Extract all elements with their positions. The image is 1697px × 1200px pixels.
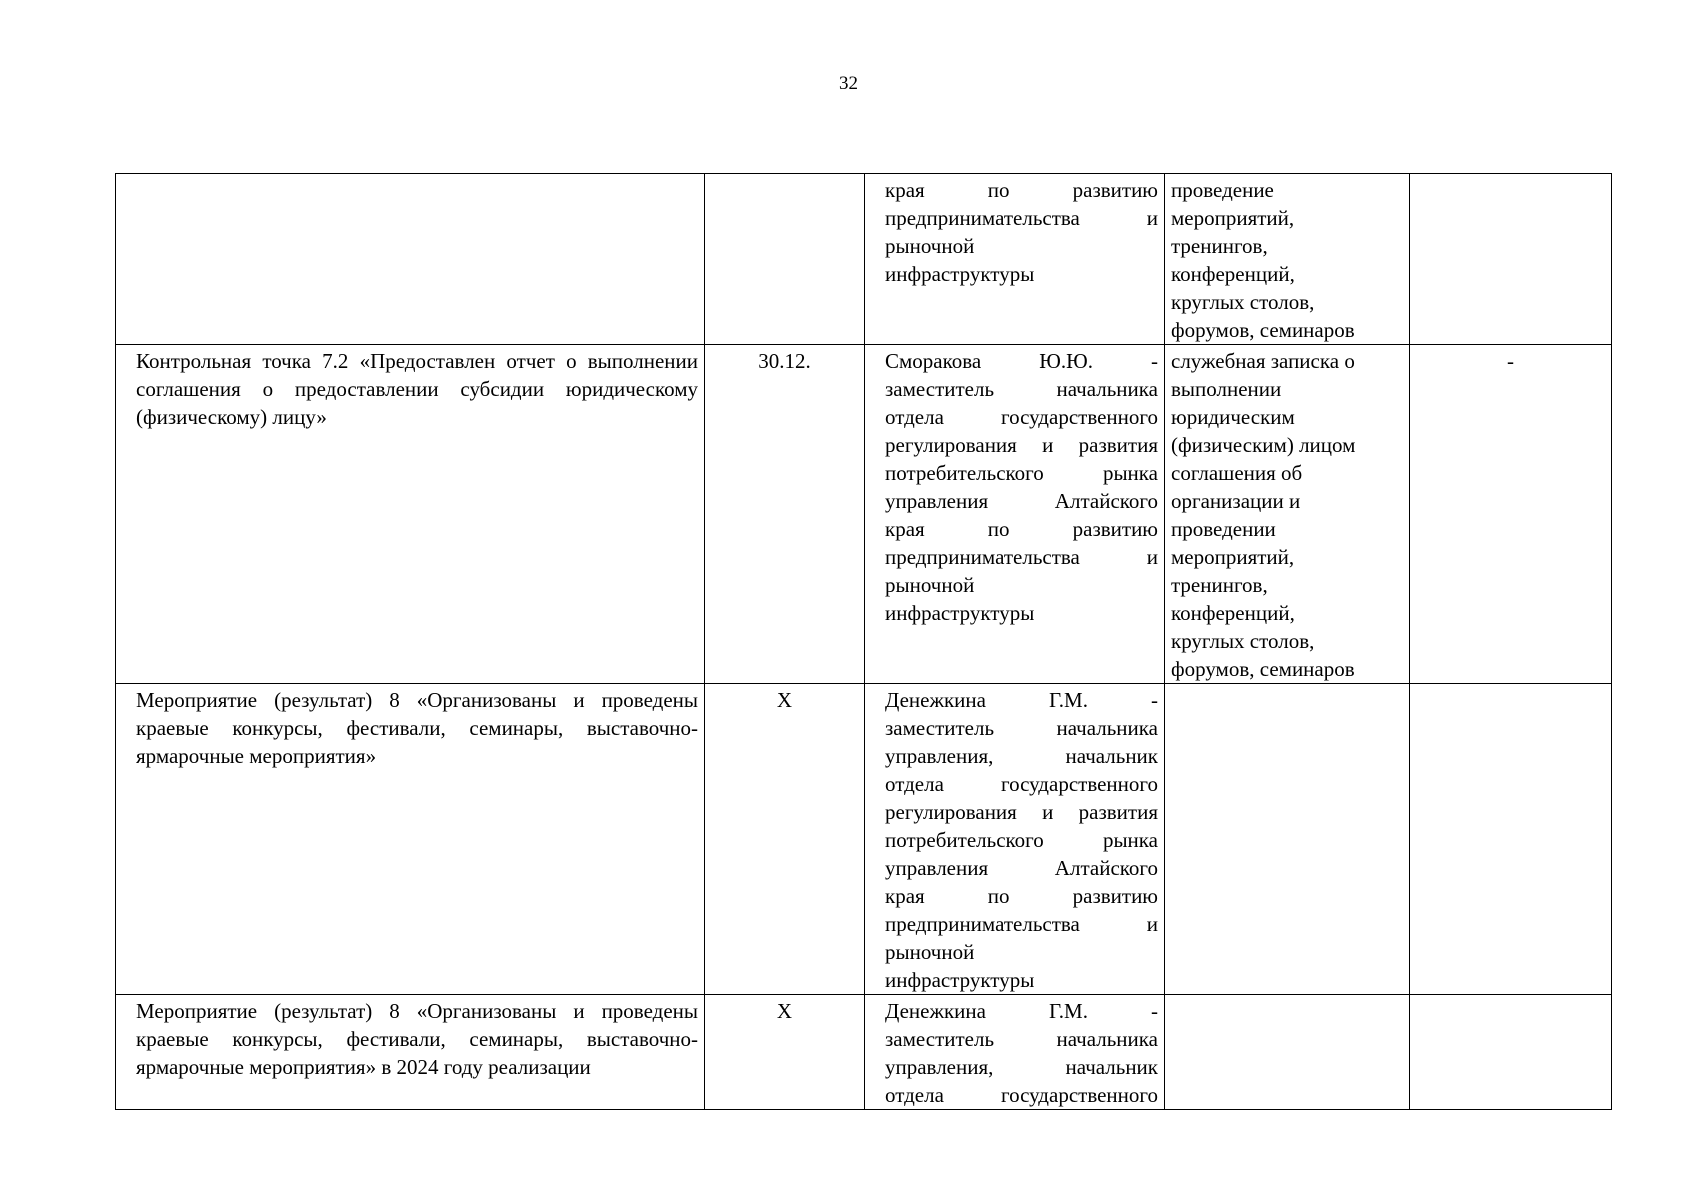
document-cell [1165,684,1410,995]
event-text: Контрольная точка 7.2 «Предоставлен отчет о выполнении соглашения о предоставлении субсидии юридическому (физическому) лицу» [136,349,698,429]
event-cell [116,174,705,345]
event-text: Мероприятие (результат) 8 «Организованы и проведены краевые конкурсы, фестивали, семинары, выставочно-ярмарочные мероприятия» в 2024 году реализации [136,999,698,1079]
event-text: Мероприятие (результат) 8 «Организованы и проведены краевые конкурсы, фестивали, семинары, выставочно-ярмарочные мероприятия» [136,688,698,768]
page-number: 32 [839,73,858,94]
responsible-text: Денежкина Г.М. - заместитель начальника управления, начальник отдела государственного [885,999,1158,1107]
plan-table [115,173,1612,1110]
event-cell [116,995,705,1110]
term-cell [705,995,865,1110]
responsible-cell [865,174,1165,345]
note-cell [1410,684,1612,995]
responsible-cell [865,684,1165,995]
term-cell [705,684,865,995]
responsible-text: края по развитию предпринимательства и [885,178,1158,230]
note-cell [1410,995,1612,1110]
table-row [116,684,1612,995]
table-row [116,174,1612,345]
responsible-text-tail: рыночной инфраструктуры [885,234,1035,286]
term-cell [705,345,865,684]
responsible-text-tail: рыночной инфраструктуры [885,573,1035,625]
note-cell [1410,345,1612,684]
term-text: 30.12. [758,349,811,373]
document-cell [1165,174,1410,345]
document-cell [1165,995,1410,1110]
document-cell [1165,345,1410,684]
responsible-text-tail: рыночной инфраструктуры [885,940,1035,992]
responsible-text: Сморакова Ю.Ю. - заместитель начальника отдела государственного регулирования и развития потребительского рынка управления Алтайского края по развитию предпринимательства и [885,349,1158,569]
note-cell [1410,174,1612,345]
term-text: X [776,999,793,1023]
responsible-cell [865,345,1165,684]
table-row [116,345,1612,684]
document-text: служебная записка о выполнении юридическим (физическим) лицом соглашения об организации и проведении мероприятий, тренингов, конференций, круглых столов, форумов, семинаров [1171,349,1356,681]
document-text: проведение мероприятий, тренингов, конференций, круглых столов, форумов, семинаров [1171,178,1355,342]
responsible-cell [865,995,1165,1110]
table-row [116,995,1612,1110]
event-cell [116,345,705,684]
responsible-text: Денежкина Г.М. - заместитель начальника управления, начальник отдела государственного регулирования и развития потребительского рынка управления Алтайского края по развитию предпринимательства и [885,688,1158,936]
event-cell [116,684,705,995]
note-text: - [1507,349,1514,373]
term-cell [705,174,865,345]
term-text: X [776,688,793,712]
